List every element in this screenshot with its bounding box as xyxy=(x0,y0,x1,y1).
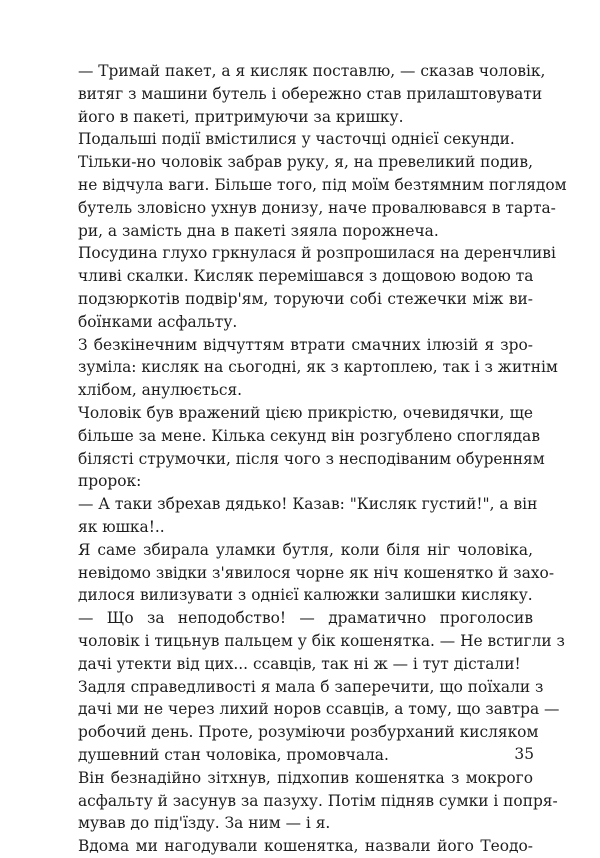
text-line: не відчула ваги. Більше того, під моїм безтямним поглядом xyxy=(78,175,567,194)
text-line: Чоловік був вражений цією прикрістю, очевидячки, ще xyxy=(78,403,533,422)
text-line: чоловік і тицьнув пальцем у бік кошенятка. — Не встигли з xyxy=(78,631,565,650)
text-line: білясті струмочки, після чого з несподіваним обуренням xyxy=(78,449,545,468)
text-line: ри, а замість дна в пакеті зяяла порожнеча. xyxy=(78,221,439,240)
text-line: як юшка!.. xyxy=(78,517,165,536)
text-line: більше за мене. Кілька секунд він розгублено споглядав xyxy=(78,426,540,445)
page-number: 35 xyxy=(514,745,534,763)
text-line: боїнками асфальту. xyxy=(78,312,238,331)
text-line: дачі утекти від цих... ссавців, так ні ж — і тут дістали! xyxy=(78,654,521,673)
text-line: зуміла: кисляк на сьогодні, як з картоплею, так і з житнім xyxy=(78,358,558,377)
text-line: Тільки-но чоловік забрав руку, я, на превеликий подив, xyxy=(78,153,533,172)
text-line: Задля справедливості я мала б заперечити, що поїхали з xyxy=(78,677,544,696)
text-line: Він безнадійно зітхнув, підхопив кошенятка з мокрого xyxy=(78,768,533,787)
text-line: його в пакеті, притримуючи за кришку. xyxy=(78,107,404,126)
text-line: З безкінечним відчуттям втрати смачних ілюзій я зро- xyxy=(78,335,533,354)
text-line: Подальші події вмістилися у часточці однієї секунди. xyxy=(78,130,515,149)
text-line: мував до під'їзду. За ним — і я. xyxy=(78,814,331,833)
text-line: витяг з машини бутель і обережно став прилаштовувати xyxy=(78,84,543,103)
text-line: подзюркотів подвір'ям, торуючи собі стежечки між ви- xyxy=(78,289,533,308)
text-line: робочий день. Проте, розуміючи розбурханий кисляком xyxy=(78,723,539,742)
body-text xyxy=(78,60,567,858)
text-line: дилося вилизувати з однієї калюжки залишки кисляку. xyxy=(78,586,533,605)
text-line: Я саме збирала уламки бутля, коли біля ніг чоловіка, xyxy=(78,540,533,559)
text-line: пророк: xyxy=(78,472,142,491)
text-line: бутель зловісно ухнув донизу, наче провалювався в тарта- xyxy=(78,198,556,217)
text-line: Посудина глухо гркнулася й розпрошилася на деренчливі xyxy=(78,244,556,263)
text-line: асфальту й засунув за пазуху. Потім підняв сумки і попря- xyxy=(78,791,558,810)
text-line: Вдома ми нагодували кошенятка, назвали його Теодо- xyxy=(78,837,533,856)
text-line: — Тримай пакет, а я кисляк поставлю, — сказав чоловік, xyxy=(78,62,546,80)
text-line: душевний стан чоловіка, промовчала. xyxy=(78,745,389,764)
text-line: хлібом, анулюється. xyxy=(78,381,243,400)
text-line: — Що за неподобство! — драматично проголосив xyxy=(78,609,533,628)
text-line: чливі скалки. Кисляк перемішався з дощовою водою та xyxy=(78,267,534,286)
text-line: — А таки збрехав дядько! Казав: "Кисляк густий!", а він xyxy=(78,495,538,514)
text-line: невідомо звідки з'явилося чорне як ніч кошенятко й захо- xyxy=(78,563,555,582)
text-line: дачі ми не через лихий норов ссавців, а тому, що завтра — xyxy=(78,700,560,719)
